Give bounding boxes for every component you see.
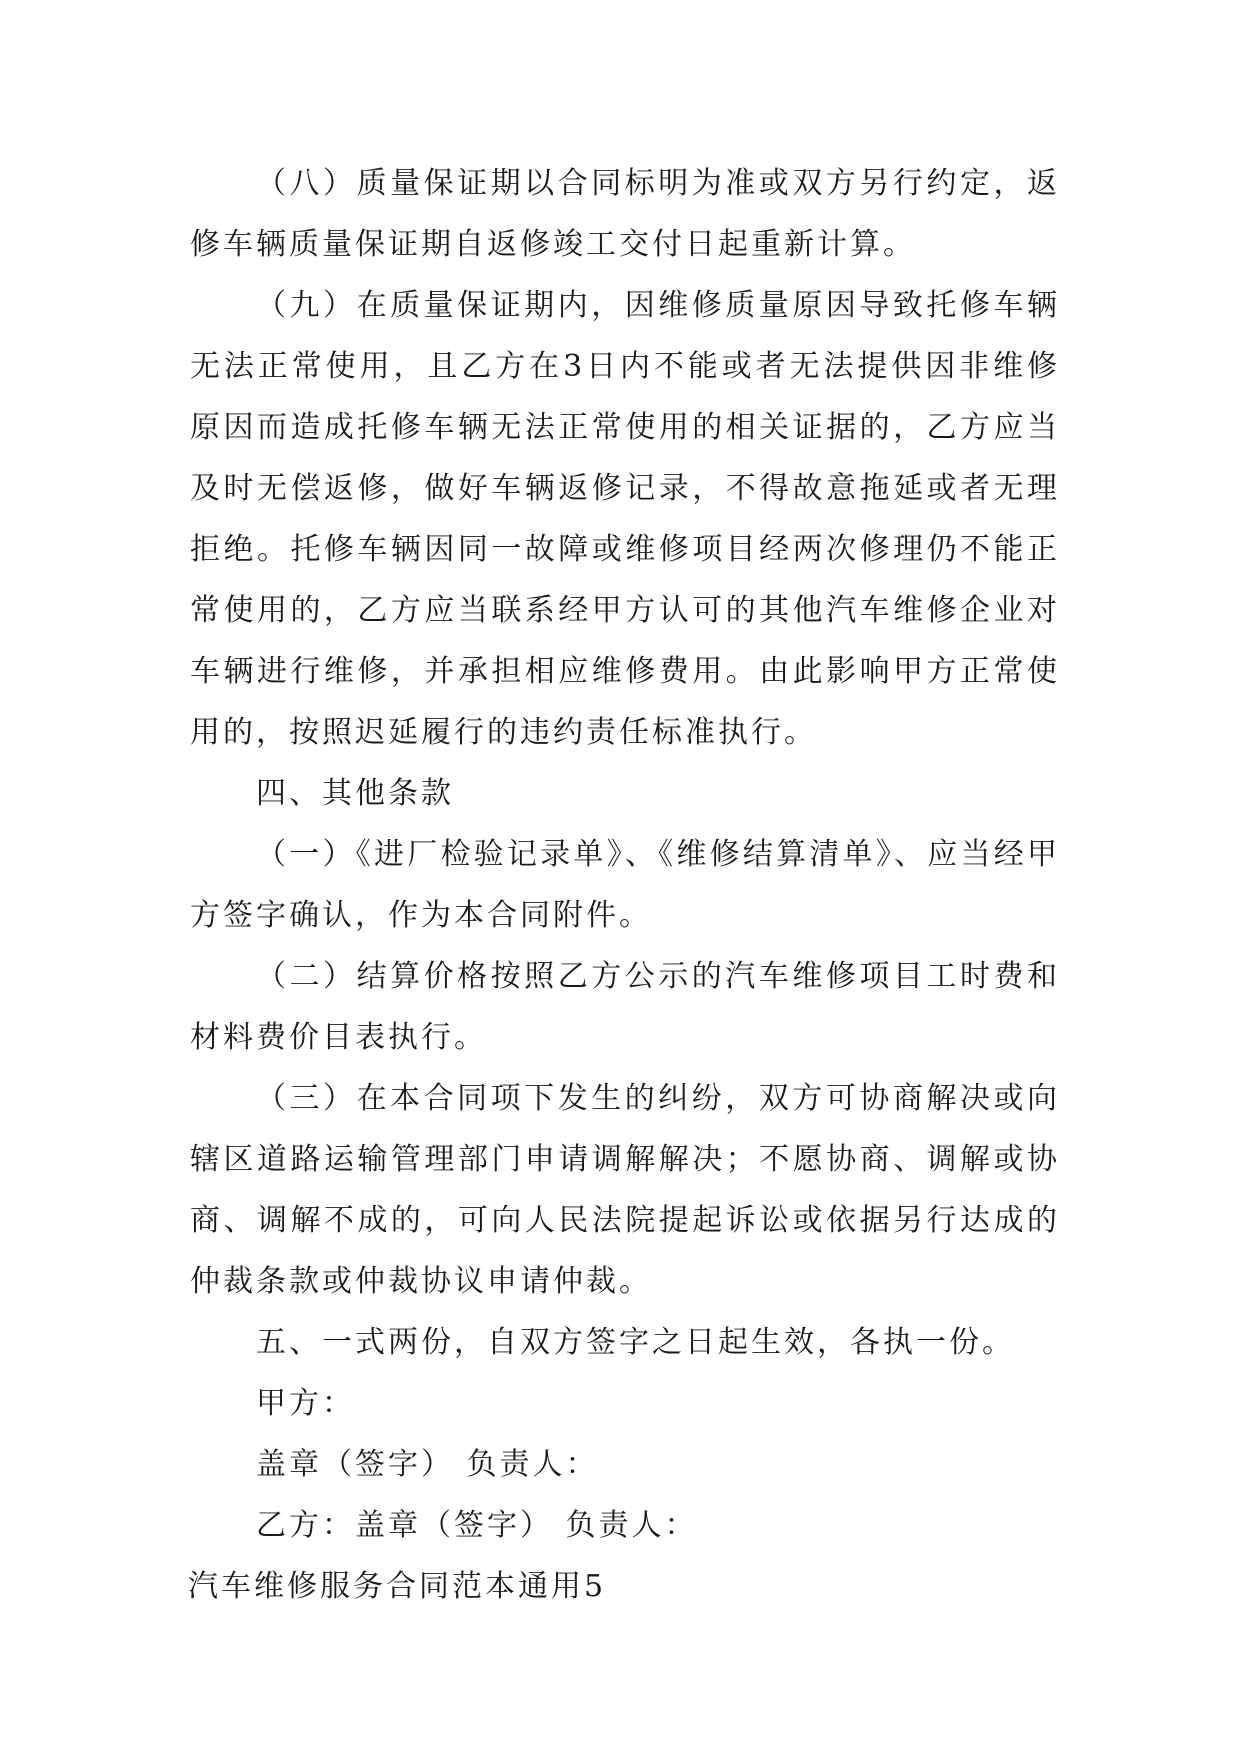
section-4-clause-3: （三）在本合同项下发生的纠纷，双方可协商解决或向辖区道路运输管理部门申请调解解决；不愿协商、调解或协商、调解不成的，可向人民法院提起诉讼或依据另行达成的仲裁条款或仲裁协议申请仲裁。 xyxy=(190,1081,1060,1299)
clause-8: （八）质量保证期以合同标明为准或双方另行约定，返修车辆质量保证期自返修竣工交付日起重新计算。 xyxy=(190,166,1060,262)
section-5: 五、一式两份，自双方签字之日起生效，各执一份。 xyxy=(256,1325,1015,1360)
section-4-clause-1: （一）《进厂检验记录单》、《维修结算清单》、应当经甲方签字确认，作为本合同附件。 xyxy=(190,837,1060,933)
section-4-clause-2: （二）结算价格按照乙方公示的汽车维修项目工时费和材料费价目表执行。 xyxy=(190,959,1060,1055)
clause-9: （九）在质量保证期内，因维修质量原因导致托修车辆无法正常使用，且乙方在3日内不能或者无法提供因非维修原因而造成托修车辆无法正常使用的相关证据的，乙方应当及时无偿返修，做好车辆返修记录，不得故意拖延或者无理拒绝。托修车辆因同一故障或维修项目经两次修理仍不能正常使用的，乙方应当联系经甲方认可的其他汽车维修企业对车辆进行维修，并承担相应维修费用。由此影响甲方正常使用的，按照迟延履行的违约责任标准执行。 xyxy=(190,288,1060,750)
party-a-signature-line: 盖章（签字） 负责人： xyxy=(256,1447,599,1482)
party-a-label: 甲方： xyxy=(256,1386,355,1421)
section-4-heading: 四、其他条款 xyxy=(256,776,454,811)
document-body xyxy=(190,153,1060,1617)
next-document-title: 汽车维修服务合同范本通用5 xyxy=(188,1569,607,1604)
party-b-signature-line: 乙方：盖章（签字） 负责人： xyxy=(256,1508,698,1543)
